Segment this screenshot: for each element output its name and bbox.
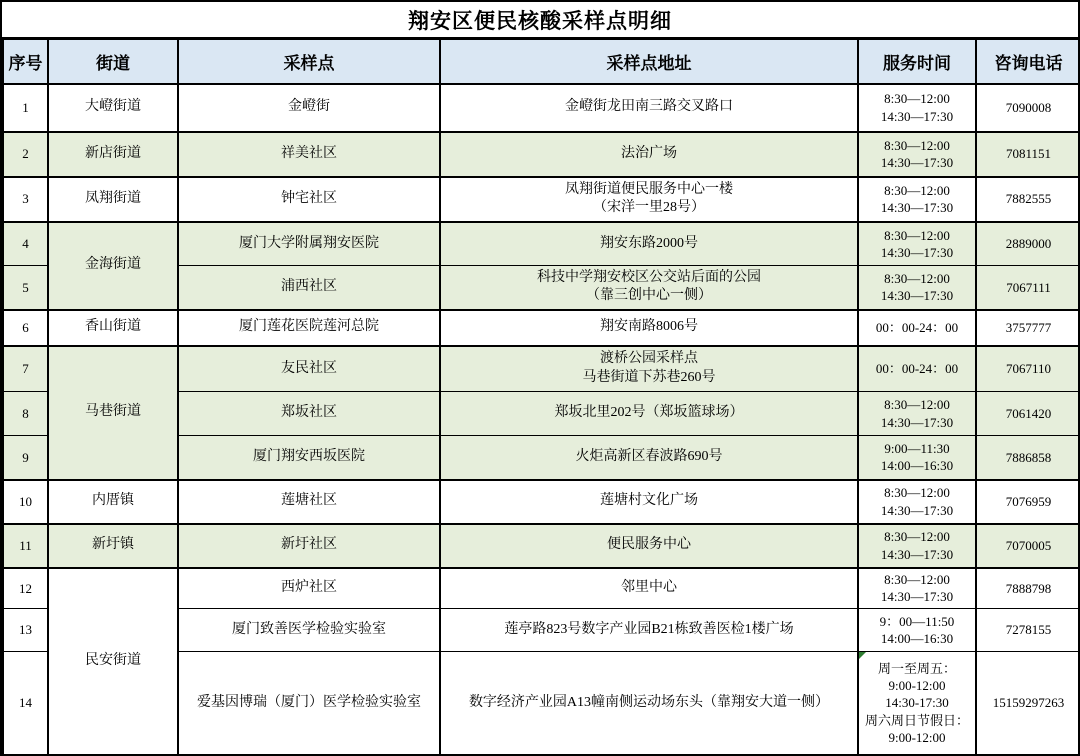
table-row (3, 177, 1080, 222)
service-time-cell: 9:00—11:30 14:00—16:30 (858, 436, 976, 480)
column-header: 采样点地址 (440, 40, 858, 84)
street-cell: 马巷街道 (48, 346, 178, 480)
sampling-point-cell: 金嶝街 (178, 84, 440, 132)
service-time-cell: 周一至周五： 9:00-12:00 14:30-17:30 周六周日节假日： 9:00-12:00 (858, 652, 976, 755)
phone-cell: 7886858 (976, 436, 1080, 480)
service-time-cell: 8:30—12:00 14:30—17:30 (858, 266, 976, 310)
phone-cell: 3757777 (976, 310, 1080, 346)
row-number-cell: 7 (3, 346, 48, 392)
table-row (3, 524, 1080, 568)
sampling-points-table (2, 39, 1080, 755)
address-cell: 凤翔街道便民服务中心一楼 （宋洋一里28号） (440, 177, 858, 222)
row-number-cell: 6 (3, 310, 48, 346)
address-cell: 法治广场 (440, 132, 858, 177)
phone-cell: 7882555 (976, 177, 1080, 222)
row-number-cell: 9 (3, 436, 48, 480)
service-time-cell: 9：00—11:50 14:00—16:30 (858, 609, 976, 652)
sampling-point-cell: 爱基因博瑞（厦门）医学检验实验室 (178, 652, 440, 755)
phone-cell: 15159297263 (976, 652, 1080, 755)
column-header: 序号 (3, 40, 48, 84)
sampling-point-cell: 厦门莲花医院莲河总院 (178, 310, 440, 346)
row-number-cell: 14 (3, 652, 48, 755)
page-title: 翔安区便民核酸采样点明细 (2, 2, 1078, 39)
street-cell: 凤翔街道 (48, 177, 178, 222)
table-body (3, 84, 1080, 755)
sampling-point-cell: 郑坂社区 (178, 392, 440, 436)
row-number-cell: 10 (3, 480, 48, 524)
address-cell: 便民服务中心 (440, 524, 858, 568)
table-row (3, 132, 1080, 177)
address-cell: 数字经济产业园A13幢南侧运动场东头（靠翔安大道一侧） (440, 652, 858, 755)
column-header: 咨询电话 (976, 40, 1080, 84)
address-cell: 翔安东路2000号 (440, 222, 858, 266)
phone-cell: 7278155 (976, 609, 1080, 652)
address-cell: 郑坂北里202号（郑坂篮球场） (440, 392, 858, 436)
phone-cell: 7067111 (976, 266, 1080, 310)
phone-cell: 7070005 (976, 524, 1080, 568)
phone-cell: 2889000 (976, 222, 1080, 266)
row-number-cell: 13 (3, 609, 48, 652)
sampling-point-cell: 新圩社区 (178, 524, 440, 568)
service-time-cell: 8:30—12:00 14:30—17:30 (858, 524, 976, 568)
row-number-cell: 1 (3, 84, 48, 132)
street-cell: 内厝镇 (48, 480, 178, 524)
service-time-cell: 8:30—12:00 14:30—17:30 (858, 132, 976, 177)
address-cell: 金嶝街龙田南三路交叉路口 (440, 84, 858, 132)
address-cell: 翔安南路8006号 (440, 310, 858, 346)
service-time-cell: 8:30—12:00 14:30—17:30 (858, 177, 976, 222)
service-time-cell: 8:30—12:00 14:30—17:30 (858, 222, 976, 266)
sampling-point-cell: 莲塘社区 (178, 480, 440, 524)
sampling-point-cell: 友民社区 (178, 346, 440, 392)
row-number-cell: 12 (3, 568, 48, 609)
address-cell: 莲亭路823号数字产业园B21栋致善医检1楼广场 (440, 609, 858, 652)
address-cell: 邻里中心 (440, 568, 858, 609)
row-number-cell: 4 (3, 222, 48, 266)
sampling-point-cell: 厦门致善医学检验实验室 (178, 609, 440, 652)
address-cell: 火炬高新区春波路690号 (440, 436, 858, 480)
sampling-point-cell: 厦门大学附属翔安医院 (178, 222, 440, 266)
street-cell: 香山街道 (48, 310, 178, 346)
column-header: 街道 (48, 40, 178, 84)
phone-cell: 7061420 (976, 392, 1080, 436)
row-number-cell: 2 (3, 132, 48, 177)
street-cell: 大嶝街道 (48, 84, 178, 132)
address-cell: 莲塘村文化广场 (440, 480, 858, 524)
phone-cell: 7888798 (976, 568, 1080, 609)
street-cell: 民安街道 (48, 568, 178, 755)
column-header: 采样点 (178, 40, 440, 84)
table-row (3, 310, 1080, 346)
service-time-cell: 8:30—12:00 14:30—17:30 (858, 568, 976, 609)
service-time-cell: 8:30—12:00 14:30—17:30 (858, 480, 976, 524)
comment-marker-icon (859, 652, 866, 659)
phone-cell: 7076959 (976, 480, 1080, 524)
row-number-cell: 11 (3, 524, 48, 568)
service-time-cell: 00：00-24：00 (858, 346, 976, 392)
column-header: 服务时间 (858, 40, 976, 84)
sampling-point-cell: 浦西社区 (178, 266, 440, 310)
street-cell: 新店街道 (48, 132, 178, 177)
row-number-cell: 3 (3, 177, 48, 222)
phone-cell: 7067110 (976, 346, 1080, 392)
service-time-cell: 8:30—12:00 14:30—17:30 (858, 84, 976, 132)
table-row (3, 346, 1080, 392)
street-cell: 新圩镇 (48, 524, 178, 568)
address-cell: 渡桥公园采样点 马巷街道下苏巷260号 (440, 346, 858, 392)
service-time-cell: 00：00-24：00 (858, 310, 976, 346)
table-row (3, 568, 1080, 609)
phone-cell: 7090008 (976, 84, 1080, 132)
sampling-point-cell: 钟宅社区 (178, 177, 440, 222)
row-number-cell: 8 (3, 392, 48, 436)
sampling-point-cell: 厦门翔安西坂医院 (178, 436, 440, 480)
table-row (3, 84, 1080, 132)
header-row (3, 40, 1080, 84)
row-number-cell: 5 (3, 266, 48, 310)
service-time-cell: 8:30—12:00 14:30—17:30 (858, 392, 976, 436)
sampling-point-cell: 西炉社区 (178, 568, 440, 609)
phone-cell: 7081151 (976, 132, 1080, 177)
table-row (3, 222, 1080, 266)
street-cell: 金海街道 (48, 222, 178, 310)
address-cell: 科技中学翔安校区公交站后面的公园 （靠三创中心一侧） (440, 266, 858, 310)
sampling-point-cell: 祥美社区 (178, 132, 440, 177)
table-row (3, 480, 1080, 524)
